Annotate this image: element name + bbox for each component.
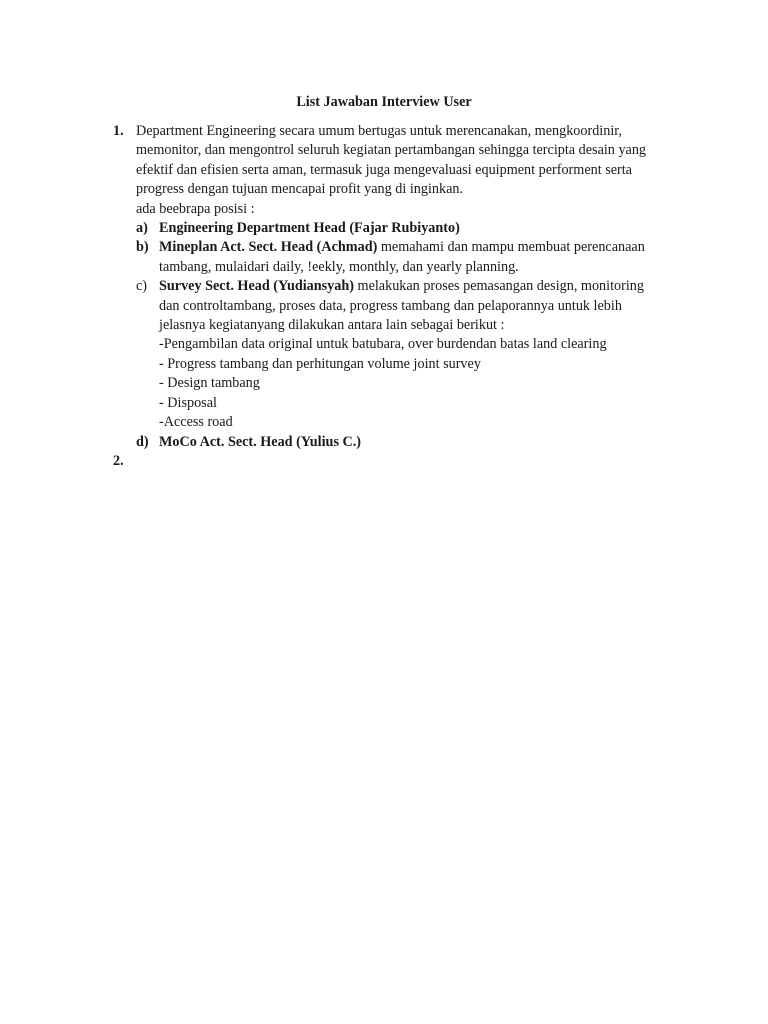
list-item: -Access road <box>159 414 233 431</box>
activity-list <box>159 335 696 432</box>
intro-line: ada beebrapa posisi : <box>136 200 255 217</box>
intro-line: memonitor, dan mengontrol seluruh kegiatan pertambangan sehingga tercipta desain yang <box>136 142 647 159</box>
position-text: memahami dan mampu membuat perencanaan <box>377 239 645 256</box>
position-c <box>136 277 696 432</box>
item-number-2: 2. <box>113 453 124 469</box>
list-item: -Pengambilan data original untuk batubara, over burdendan batas land clearing <box>159 336 607 353</box>
position-heading: Engineering Department Head (Fajar Rubiyanto) <box>159 220 460 237</box>
position-text: tambang, mulaidari daily, !eekly, monthly, dan yearly planning. <box>159 258 519 275</box>
item-number-1: 1. <box>113 123 124 139</box>
list-item: - Design tambang <box>159 375 260 392</box>
intro-line: efektif dan efisien serta aman, termasuk juga mengevaluasi equipment performent serta <box>136 161 632 178</box>
position-text: dan controltambang, proses data, progress tambang dan pelaporannya untuk lebih <box>159 297 622 314</box>
list-item: - Progress tambang dan perhitungan volume joint survey <box>159 355 481 372</box>
position-marker: b) <box>136 239 149 256</box>
list-item: - Disposal <box>159 394 217 411</box>
position-b <box>136 238 696 277</box>
position-marker: d) <box>136 433 149 450</box>
position-text: melakukan proses pemasangan design, monitoring <box>353 278 644 295</box>
intro-line: Department Engineering secara umum bertugas untuk merencanakan, mengkoordinir, <box>136 123 622 139</box>
position-text: jelasnya kegiatanyang dilakukan antara lain sebagai berikut : <box>159 317 505 334</box>
position-marker: a) <box>136 220 148 237</box>
position-marker: c) <box>136 278 148 295</box>
position-heading: MoCo Act. Sect. Head (Yulius C.) <box>159 433 362 450</box>
document-title: List Jawaban Interview User <box>296 94 472 110</box>
position-a <box>136 219 696 238</box>
position-heading: Mineplan Act. Sect. Head (Achmad) <box>159 239 378 256</box>
intro-line: progress dengan tujuan mencapai profit yang di inginkan. <box>136 181 464 198</box>
position-d <box>136 433 696 452</box>
position-heading: Survey Sect. Head (Yudiansyah) <box>159 278 354 295</box>
item-1-body <box>136 122 696 452</box>
